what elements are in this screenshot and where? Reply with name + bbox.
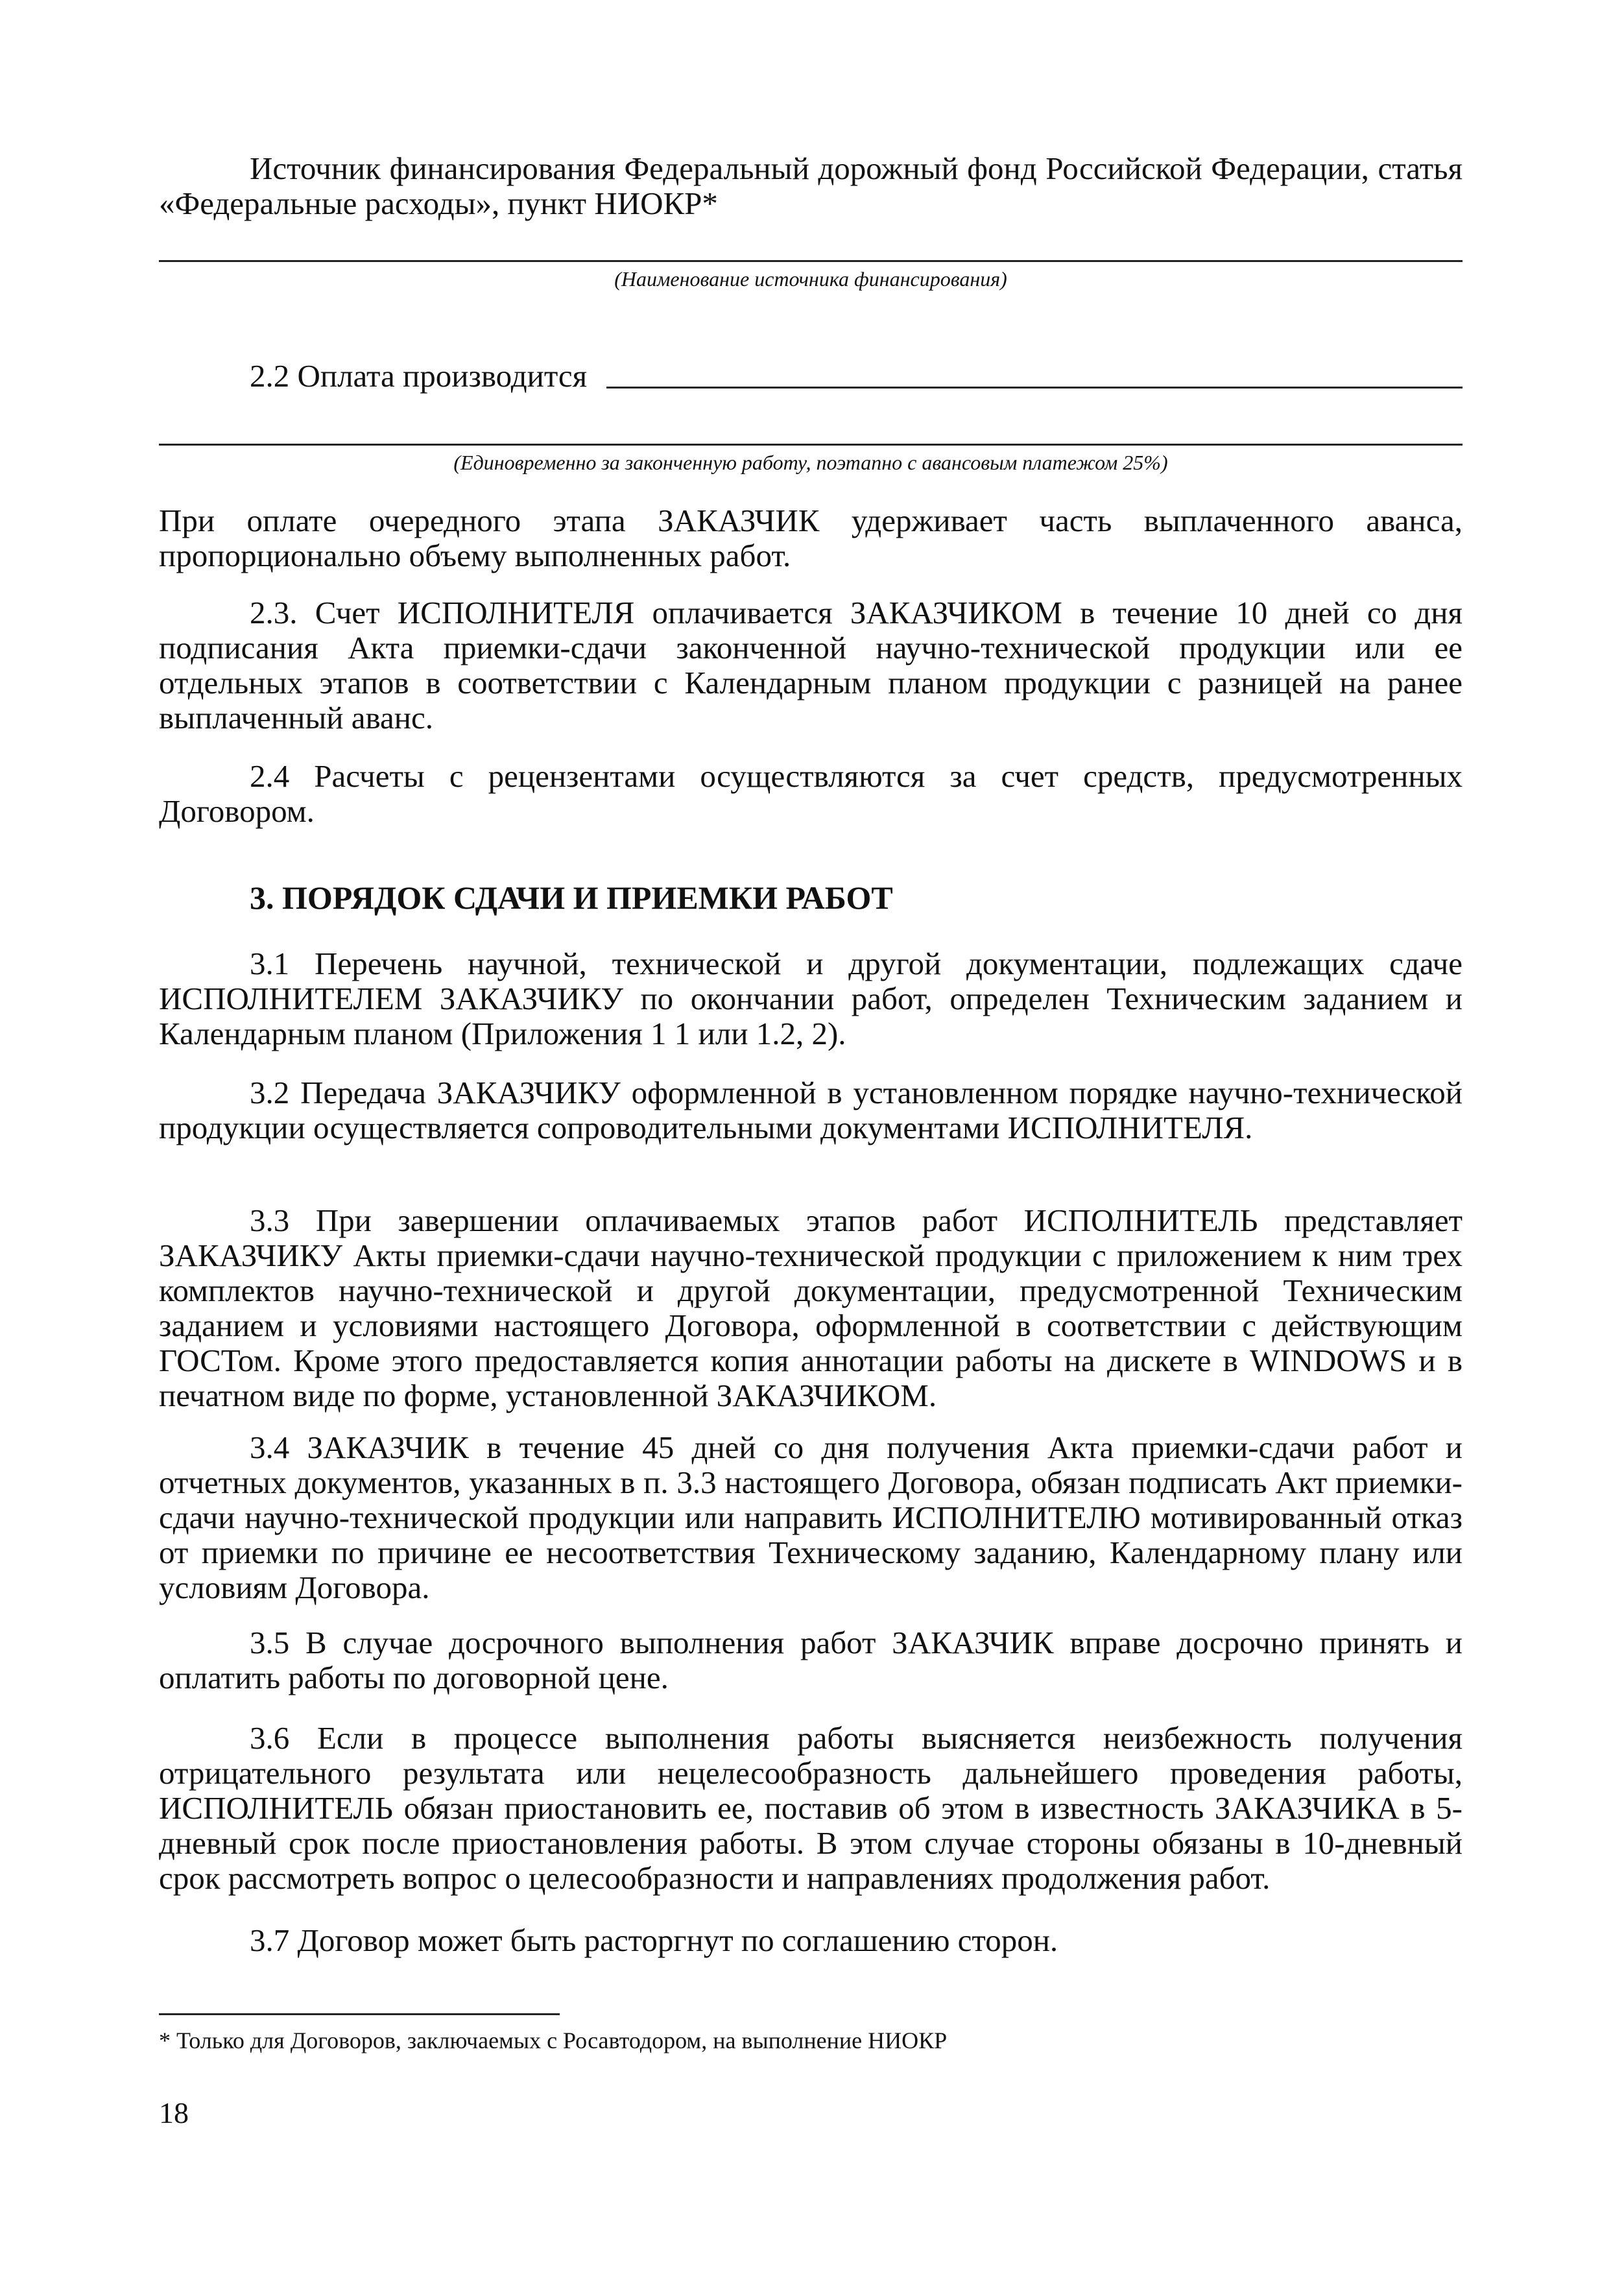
funding-underline bbox=[159, 260, 1463, 262]
payment-label: 2.2 Оплата производится bbox=[250, 358, 588, 394]
paragraph-3-3-text: 3.3 При завершении оплачиваемых этапов работ ИСПОЛНИТЕЛЬ представляет ЗАКАЗЧИКУ Акты приемки-сдачи научно-технической продукции с приложением к ним трех комплектов научно-технической и другой документации, предусмотренной Техническим заданием и условиями настоящего Договора, оформленной в соответствии с действующим ГОСТом. Кроме этого предоставляется копия аннотации работы на дискете в WINDOWS и в печатном виде по форме, установленной ЗАКАЗЧИКОМ. bbox=[159, 1202, 1463, 1413]
paragraph-3-3 bbox=[159, 1203, 1463, 1413]
paragraph-3-1 bbox=[159, 946, 1463, 1051]
advance-text: При оплате очередного этапа ЗАКАЗЧИК удерживает часть выплаченного аванса, пропорционально объему выполненных работ. bbox=[159, 503, 1463, 573]
paragraph-3-2 bbox=[159, 1075, 1463, 1145]
payment-fill-line bbox=[606, 387, 1463, 389]
funding-caption: (Наименование источника финансирования) bbox=[614, 267, 1007, 291]
paragraph-3-2-text: 3.2 Передача ЗАКАЗЧИКУ оформленной в установленном порядке научно-технической продукции осуществляется сопроводительными документами ИСПОЛНИТЕЛЯ. bbox=[159, 1075, 1463, 1145]
funding-paragraph bbox=[159, 151, 1463, 221]
paragraph-3-7 bbox=[159, 1923, 1463, 1958]
paragraph-2-3 bbox=[159, 595, 1463, 736]
paragraph-2-3-text: 2.3. Счет ИСПОЛНИТЕЛЯ оплачивается ЗАКАЗЧИКОМ в течение 10 дней со дня подписания Акта приемки-сдачи законченной научно-технической продукции или ее отдельных этапов в соответствии с Календарным планом продукции с разницей на ранее выплаченный аванс. bbox=[159, 595, 1463, 736]
page-number: 18 bbox=[159, 2096, 189, 2129]
payment-underline bbox=[159, 444, 1463, 446]
paragraph-3-6 bbox=[159, 1721, 1463, 1896]
footnote-separator bbox=[159, 2013, 560, 2015]
paragraph-3-7-text: 3.7 Договор может быть расторгнут по соглашению сторон. bbox=[250, 1922, 1058, 1958]
section-3-heading: 3. ПОРЯДОК СДАЧИ И ПРИЕМКИ РАБОТ bbox=[250, 879, 893, 916]
paragraph-3-5 bbox=[159, 1625, 1463, 1695]
paragraph-3-6-text: 3.6 Если в процессе выполнения работы выясняется неизбежность получения отрицательного результата или нецелесообразность дальнейшего проведения работы, ИСПОЛНИТЕЛЬ обязан приостановить ее, поставив об этом в известность ЗАКАЗЧИКА в 5-дневный срок после приостановления работы. В этом случае стороны обязаны в 10-дневный срок рассмотреть вопрос о целесообразности и направлениях продолжения работ. bbox=[159, 1720, 1463, 1896]
funding-text: Источник финансирования Федеральный дорожный фонд Российской Федерации, статья «Федеральные расходы», пункт НИОКР* bbox=[159, 150, 1463, 221]
payment-caption: (Единовременно за законченную работу, поэтапно с авансовым платежом 25%) bbox=[453, 451, 1168, 474]
paragraph-2-4 bbox=[159, 759, 1463, 829]
footnote: * Только для Договоров, заключаемых с Росавтодором, на выполнение НИОКР bbox=[159, 2028, 948, 2053]
paragraph-3-1-text: 3.1 Перечень научной, технической и другой документации, подлежащих сдаче ИСПОЛНИТЕЛЕМ ЗАКАЗЧИКУ по окончании работ, определен Техническим заданием и Календарным планом (Приложения 1 1 или 1.2, 2). bbox=[159, 946, 1463, 1051]
advance-paragraph bbox=[159, 503, 1463, 573]
paragraph-2-4-text: 2.4 Расчеты с рецензентами осуществляются за счет средств, предусмотренных Договором. bbox=[159, 758, 1463, 829]
paragraph-3-4-text: 3.4 ЗАКАЗЧИК в течение 45 дней со дня получения Акта приемки-сдачи работ и отчетных документов, указанных в п. 3.3 настоящего Договора, обязан подписать Акт приемки-сдачи научно-технической продукции или направить ИСПОЛНИТЕЛЮ мотивированный отказ от приемки по причине ее несоответствия Техническому заданию, Календарному плану или условиям Договора. bbox=[159, 1430, 1463, 1605]
paragraph-3-4 bbox=[159, 1430, 1463, 1605]
paragraph-3-5-text: 3.5 В случае досрочного выполнения работ ЗАКАЗЧИК вправе досрочно принять и оплатить работы по договорной цене. bbox=[159, 1625, 1463, 1695]
